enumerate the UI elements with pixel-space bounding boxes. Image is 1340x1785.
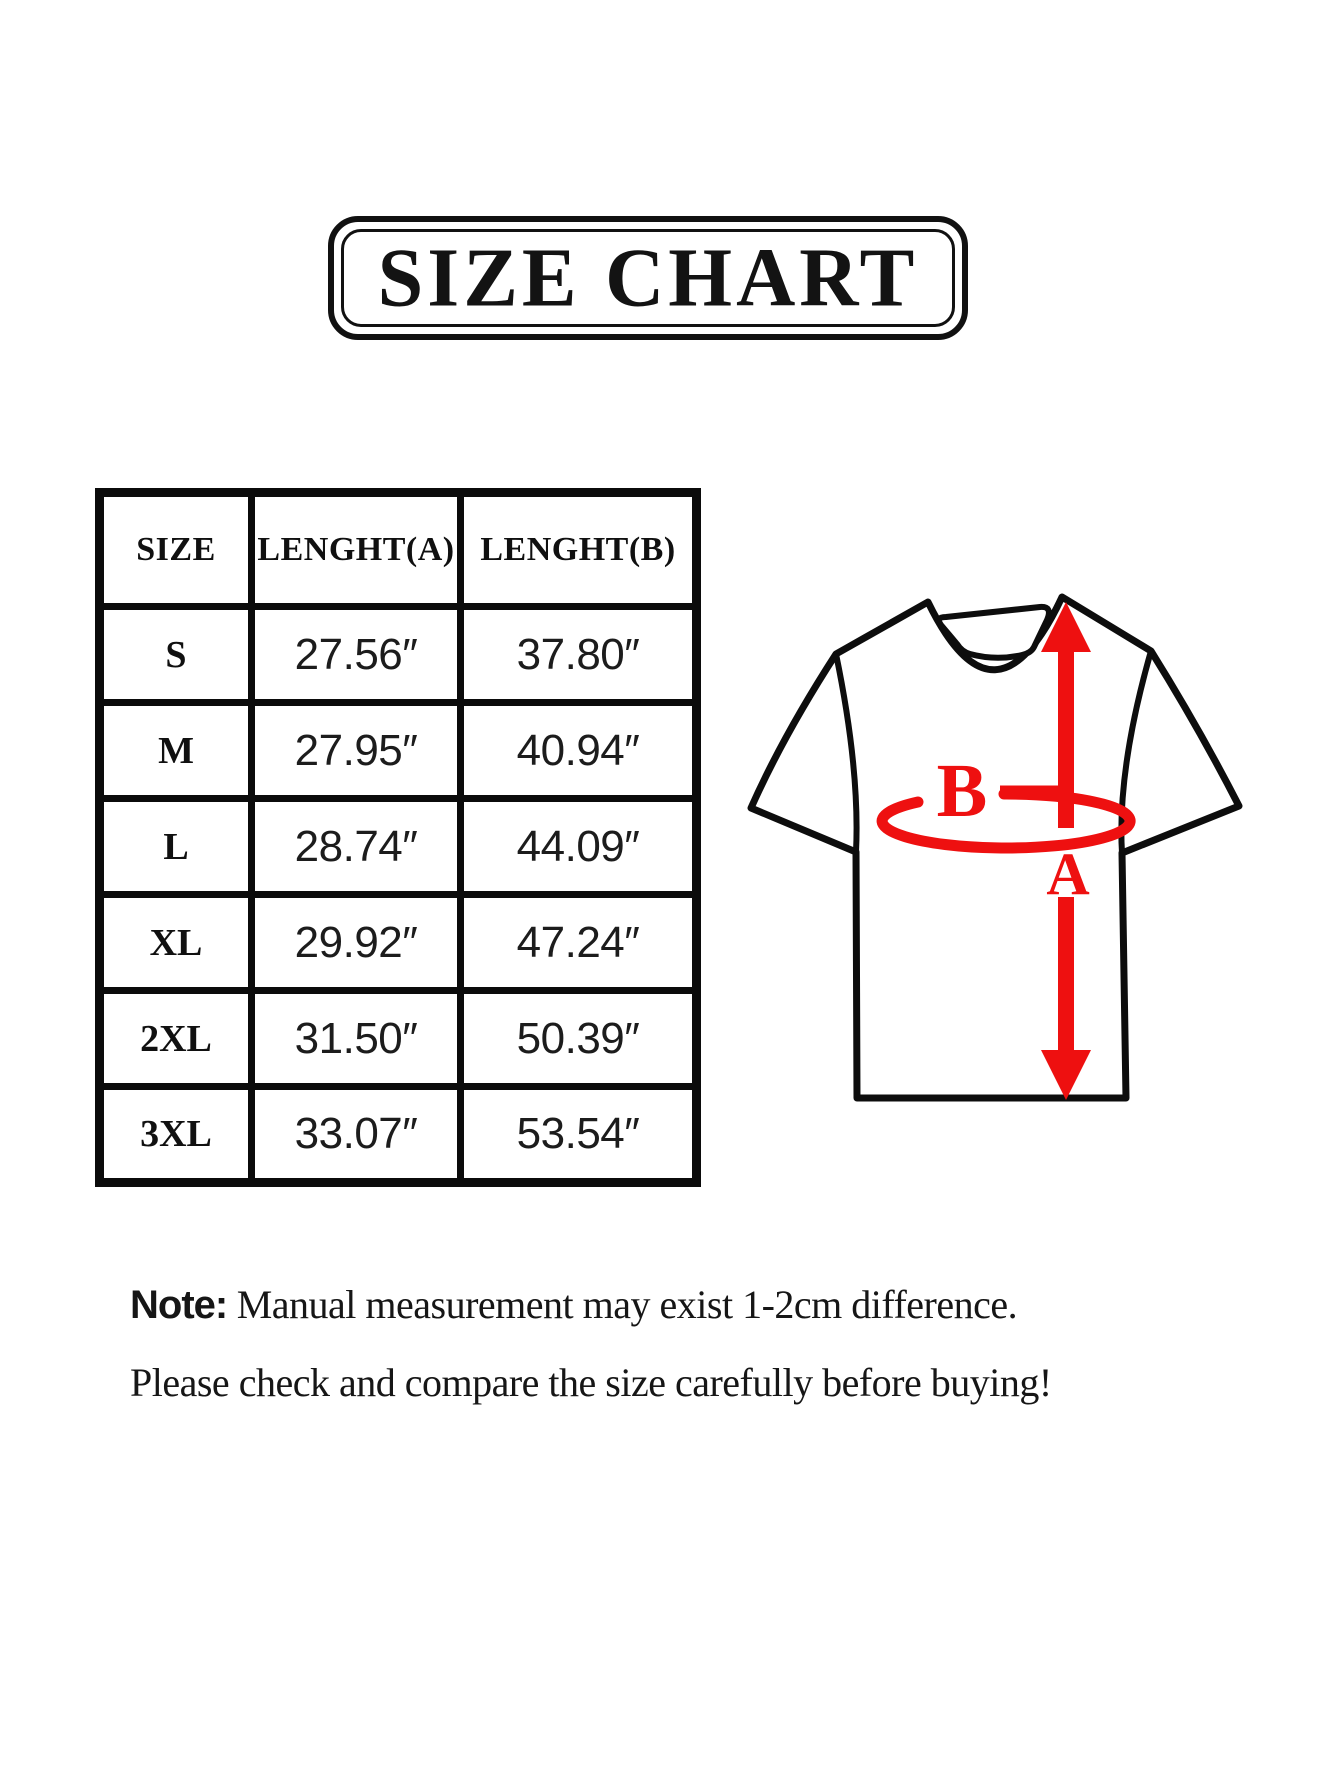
length-a-value: 33.07″ bbox=[252, 1087, 461, 1183]
tshirt-measurement-diagram bbox=[640, 520, 1260, 1120]
col-header-length-a: LENGHT(A) bbox=[252, 493, 461, 607]
title-box bbox=[328, 216, 968, 340]
col-header-size: SIZE bbox=[100, 493, 252, 607]
note-block bbox=[130, 1266, 1260, 1422]
note-line-2: Please check and compare the size carefully before buying! bbox=[130, 1360, 1052, 1405]
length-b-value: 50.39″ bbox=[461, 991, 697, 1087]
table-header-row bbox=[100, 493, 697, 607]
note-line-1 bbox=[130, 1266, 1260, 1344]
length-a-value: 27.56″ bbox=[252, 607, 461, 703]
size-label: M bbox=[100, 703, 252, 799]
label-b: B bbox=[936, 749, 988, 833]
length-b-value: 40.94″ bbox=[461, 703, 697, 799]
length-b-value: 47.24″ bbox=[461, 895, 697, 991]
length-a-value: 31.50″ bbox=[252, 991, 461, 1087]
table-row bbox=[100, 991, 697, 1087]
size-label: XL bbox=[100, 895, 252, 991]
size-label: 2XL bbox=[100, 991, 252, 1087]
table-row bbox=[100, 799, 697, 895]
page-title: SIZE CHART bbox=[377, 231, 919, 324]
note-prefix: Note: bbox=[130, 1283, 228, 1327]
length-a-value: 28.74″ bbox=[252, 799, 461, 895]
table-row bbox=[100, 703, 697, 799]
size-label: S bbox=[100, 607, 252, 703]
table-row bbox=[100, 1087, 697, 1183]
length-b-value: 53.54″ bbox=[461, 1087, 697, 1183]
length-b-value: 44.09″ bbox=[461, 799, 697, 895]
label-a: A bbox=[1046, 841, 1090, 907]
length-a-value: 27.95″ bbox=[252, 703, 461, 799]
table-row bbox=[100, 607, 697, 703]
length-a-value: 29.92″ bbox=[252, 895, 461, 991]
size-label: L bbox=[100, 799, 252, 895]
title-box-inner-border bbox=[341, 229, 955, 327]
size-table bbox=[95, 488, 701, 1187]
col-header-length-b: LENGHT(B) bbox=[461, 493, 697, 607]
length-b-value: 37.80″ bbox=[461, 607, 697, 703]
length-arrow-shaft-lower bbox=[1058, 897, 1074, 1051]
size-label: 3XL bbox=[100, 1087, 252, 1183]
table-row bbox=[100, 895, 697, 991]
length-arrow-shaft-upper bbox=[1058, 646, 1074, 828]
note-line-1-text: Manual measurement may exist 1-2cm difference. bbox=[227, 1282, 1018, 1327]
